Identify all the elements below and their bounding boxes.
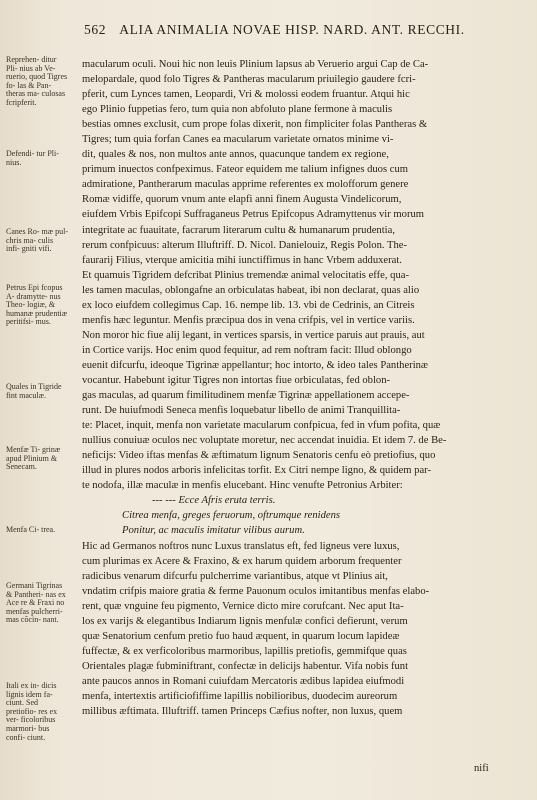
text-line: runt. De huiufmodi Seneca menfis loquebatur libello de animi Tranquillita- xyxy=(82,405,401,417)
page-number: 562 xyxy=(84,22,107,37)
margin-note: Reprehen- ditur Pli- nius ab Ve- ruerio, quod Tigres fo- las & Pan- theras ma- culosas fcripferit. xyxy=(6,55,68,107)
text-line: melopardale, quod folo Tigres & Pantheras macularum priuilegio gaudere fcri- xyxy=(82,74,416,86)
catchword: nifi xyxy=(474,763,489,774)
text-line: te: Placet, inquit, menfa non varietate macularum confpicua, fed in vfum pofita, quæ xyxy=(82,420,441,432)
text-line: rent, quæ vnguine feu pigmento, Vernice dicto mire corufcant. Nec aput Ita- xyxy=(82,600,404,612)
text-line: los ex varijs & elegantibus Indiarum lignis menfulæ confici defierunt, verum xyxy=(82,615,408,627)
margin-note: Defendi- tur Pli- nius. xyxy=(6,149,59,167)
running-title: ALIA ANIMALIA NOVAE HISP. NARD. ANT. RECCHI. xyxy=(119,22,465,37)
text-line: euenit difcurfu, ideoque Tigrinæ appellantur; hoc intorto, & ideo tales Pantherinæ xyxy=(82,359,428,371)
text-line: in Cortice varijs. Hoc enim quod fequitur, ad rem noftram facit: Illud oblongo xyxy=(82,344,412,356)
text-line: pferit, cum Lynces tamen, Leopardi, Vri & molossi eodem fruantur. Atqui hic xyxy=(82,89,410,101)
text-line: integritate ac fuauitate, facrarum literarum cultu & humanarum prudentia, xyxy=(82,224,395,236)
text-line: cum plurimas ex Acere & Fraxino, & ex harum quidem arborum frequenter xyxy=(82,555,402,567)
text-line: Citrea menfa, greges feruorum, oftrumque renidens xyxy=(122,510,341,522)
text-line: menfis hæc leguntur. Menfis præcipua dos in vena crifpis, vel in vertice variis. xyxy=(82,314,415,326)
text-line: gas maculas, ad quarum fimilitudinem menfæ Tigrinæ appellationem accepe- xyxy=(82,390,410,402)
text-line: ego Plinio fuppetias fero, tum quia non abfoluto plane fermone à maculis xyxy=(82,104,393,116)
margin-note: Quales in Tigride fint maculæ. xyxy=(6,382,62,400)
text-line: faurarij Filius, vterque amicitia mihi iunctiffimus in hanc Vrbem adduxerat. xyxy=(82,254,402,266)
text-line: admiratione, Pantherarum maculas apprime referentes ex molofforum genere xyxy=(82,179,409,191)
text-line: millibus æftimata. Illuftriff. tamen Princeps Cæfius nofter, non luxus, quem xyxy=(82,706,403,718)
text-line: vndatim crifpis maiore gratia & ferme Pauonum oculos imitantibus menfas elabo- xyxy=(82,585,430,597)
text-line: te nodofa, illæ maculæ in menfis elucebant. Hinc venufte Petronius Arbiter: xyxy=(82,480,403,492)
margin-note: Canes Ro- mæ pul- chris ma- culis infi- gniti vifi. xyxy=(6,227,68,254)
margin-note: Itali ex in- dicis lignis idem fa- ciunt. Sed pretiofio- res ex ver- ficoloribus marmori- bus confi- ciunt. xyxy=(6,681,58,742)
text-line: rerum confpicuus: alterum Illuftriff. D. Nicol. Danielouiz, Regis Polon. The- xyxy=(82,239,407,251)
text-line: vocantur. Habebunt igitur Tigres non intortas fiue orbiculatas, fed oblon- xyxy=(82,374,391,386)
text-line: primum inuectos confpeximus. Fateor equidem me talium infignes duos cum xyxy=(82,164,408,176)
margin-note: Petrus Epi fcopus A- dramytte- nus Theo- logiæ, & humanæ prudentiæ peritifsi- mus. xyxy=(6,283,68,327)
text-line: fuffectæ, & ex verficoloribus marmoribus, lapillis pretiofis, gemmifque quas xyxy=(82,645,407,657)
text-line: ex loco eiufdem collegimus Cap. 16. nempe lib. 13. vbi de Cedrinis, an Citreis xyxy=(82,299,415,311)
text-line: macularum oculi. Noui hic non leuis Plinium lapsus ab Veruerio argui Cap de Ca- xyxy=(82,59,429,70)
margin-note: Menfa Ci- trea. xyxy=(6,525,56,534)
text-line: quæ Senatorium cenfum pretio fuo haud æquent, in quarum locum lapideæ xyxy=(82,630,400,642)
text-line: Romæ vidiffe, quorum vnum ante elapfi anni finem Augusta Vindelicorum, xyxy=(82,194,402,206)
text-line: illud in plures nodos arboris infelicitas torfit. Ex Citri nempe ligno, & quidem par- xyxy=(82,465,432,477)
text-line: les tamen maculas, oblongafne an orbiculatas habeat, ibi non declarat, quas alio xyxy=(82,284,420,296)
text-line: --- --- Ecce Afris eruta terris. xyxy=(152,495,276,507)
text-line: dit, quales & nos, non multos ante annos, quacunque tandem ex regione, xyxy=(82,149,389,161)
text-line: radicibus venarum difcurfu pulcherrime variantibus, atque vt Plinius ait, xyxy=(82,570,388,582)
text-line: neficijs: Video iftas menfas & æftimatum lignum Senatoris cenfu eò pretiofius, quo xyxy=(82,450,436,462)
text-line: Hic ad Germanos noftros nunc Luxus translatus eft, fed ligneus vere luxus, xyxy=(82,540,400,552)
text-line: Tigres; tum quia forfan Canes ea macularum varietate ornatos minime vi- xyxy=(82,134,394,146)
body-text xyxy=(82,57,527,719)
text-line: bestias omnes exclusit, cum prope folas dixerit, non fimpliciter folas Pantheras & xyxy=(82,119,428,131)
text-line: Et quamuis Tigridem defcribat Plinius tremendæ animal velocitatis effe, qua- xyxy=(82,269,409,281)
text-line: Non moror hic fiue alij legant, in vertices sparsis, in vertice paruis aut prauis, aut xyxy=(82,329,425,341)
text-line: ante paucos annos in Romani cuiufdam Mercatoris ædibus lapidea eiufmodi xyxy=(82,675,405,687)
text-line: menfa, intertextis artificiofiffime lapillis nobilioribus, duodecim aureorum xyxy=(82,690,398,702)
text-line: nullius conuiuæ oculos nec voluptate moretur, nec accendat inuidia. Et idem 7. de Be- xyxy=(82,435,447,447)
page-header xyxy=(84,22,524,40)
text-line: Orientales plagæ fubminiftrant, confectæ in delicijs habentur. Vifa nobis funt xyxy=(82,660,409,672)
text-line: eiufdem Vrbis Epifcopi Suffraganeus Petrus Epifcopus Adramyttenus vir morum xyxy=(82,209,425,221)
text-line: Ponitur, ac maculis imitatur vilibus aurum. xyxy=(122,525,305,537)
margin-note: Menfæ Ti- grinæ apud Plinium & Senecam. xyxy=(6,445,61,472)
margin-note: Germani Tigrinas & Pantheri- nas ex Ace re & Fraxi no menfas pulcherri- mas cõcin- nant. xyxy=(6,581,66,625)
